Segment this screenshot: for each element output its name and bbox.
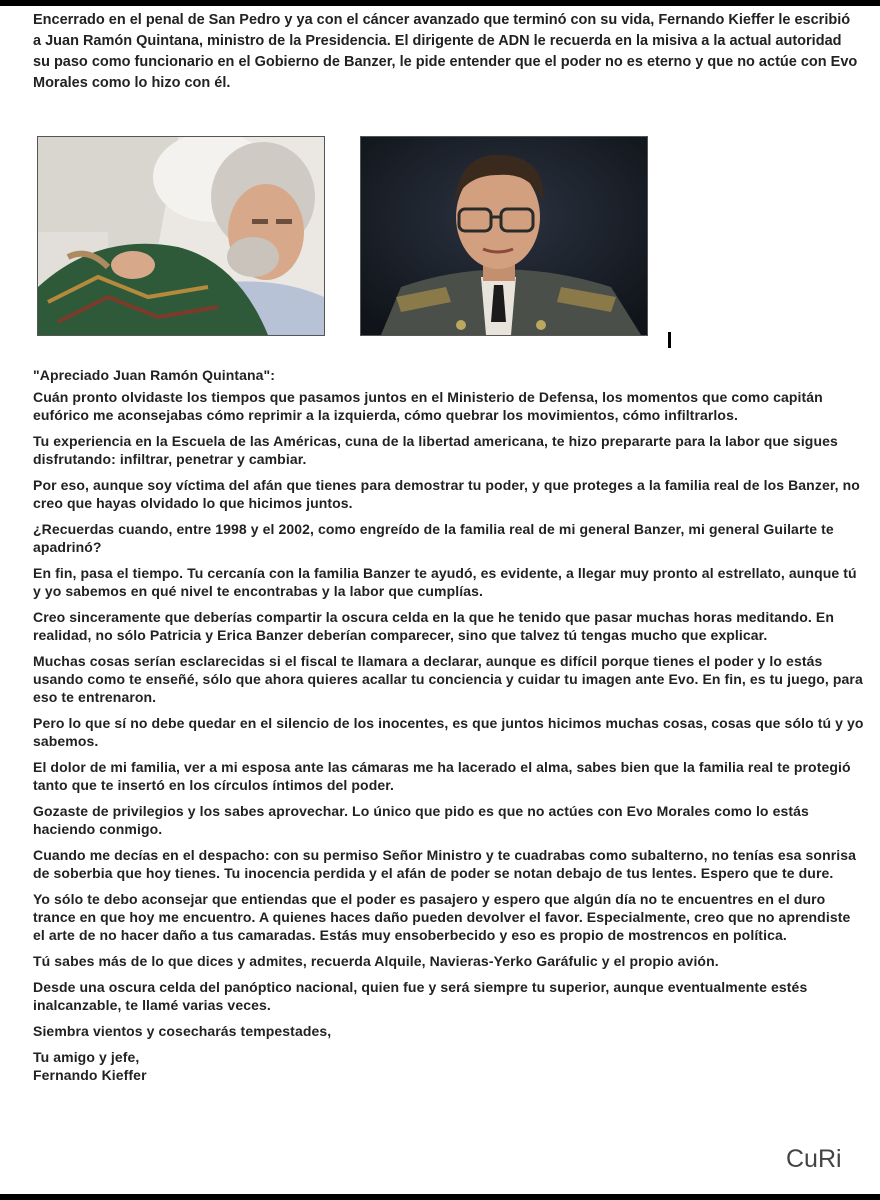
photo-man-in-hospital-bed [37, 136, 325, 336]
letter-paragraph: Tu experiencia en la Escuela de las Américas, cuna de la libertad americana, te hizo prepararte para la labor que sigues disfrutando: infiltrar, penetrar y cambiar. [33, 433, 838, 467]
text-cursor-mark [668, 332, 671, 348]
letter-closing: Siembra vientos y cosecharás tempestades, [33, 1023, 332, 1039]
intro-paragraph: Encerrado en el penal de San Pedro y ya con el cáncer avanzado que terminó con su vida, Fernando Kieffer le escribió a Juan Ramón Quintana, ministro de la Presidencia. El dirigente de ADN le recuerda en la misiva a la actual autoridad su paso como funcionario en el Gobierno de Banzer, le pide entender que el poder no es eterno y que no actúe con Evo Morales como lo hizo con él. [33, 12, 858, 91]
letter-paragraph: Por eso, aunque soy víctima del afán que tienes para demostrar tu poder, y que proteges a la familia real de los Banzer, no creo que hayas olvidado lo que hicimos juntos. [33, 477, 860, 511]
letter-signature: Fernando Kieffer [33, 1067, 147, 1083]
letter-paragraph: Pero lo que sí no debe quedar en el silencio de los inocentes, es que juntos hicimos muchas cosas, cosas que sólo tú y yo sabemos. [33, 715, 864, 749]
letter-paragraph: Tú sabes más de lo que dices y admites, recuerda Alquile, Navieras-Yerko Garáfulic y el propio avión. [33, 953, 719, 969]
letter-paragraph: Yo sólo te debo aconsejar que entiendas que el poder es pasajero y espero que algún día no te encuentres en el duro trance en que hoy me encuentro. A quienes haces daño pueden devolver el favor. Especialmente, creo que no aprendiste el arte de no hacer daño a tus camaradas. Estás muy ensoberbecido y eso es propio de mostrencos en política. [33, 891, 851, 943]
letter-paragraph: ¿Recuerdas cuando, entre 1998 y el 2002, como engreído de la familia real de mi general Banzer, mi general Guilarte te apadrinó? [33, 521, 834, 555]
photo-man-in-military-uniform [360, 136, 648, 336]
hospital-photo-image [38, 137, 324, 335]
letter-paragraph: Cuán pronto olvidaste los tiempos que pasamos juntos en el Ministerio de Defensa, los momentos que como capitán eufórico me aconsejabas cómo reprimir a la izquierda, cómo quebrar los movimientos, cómo infiltrarlos. [33, 389, 823, 423]
letter-paragraph: El dolor de mi familia, ver a mi esposa ante las cámaras me ha lacerado el alma, sabes bien que la familia real te protegió tanto que te insertó en los círculos íntimos del poder. [33, 759, 851, 793]
letter-paragraph: Gozaste de privilegios y los sabes aprovechar. Lo único que pido es que no actúes con Evo Morales como lo estás haciendo conmigo. [33, 803, 809, 837]
letter-paragraph: Muchas cosas serían esclarecidas si el fiscal te llamara a declarar, aunque es difícil porque tienes el poder y lo estás usando como te enseñé, sólo que ahora quieres acallar tu conciencia y cuidar tu imagen ante Evo. En fin, es tu juego, para eso te entrenaron. [33, 653, 863, 705]
letter-paragraph: Creo sinceramente que deberías compartir la oscura celda en la que he tenido que pasar muchas horas meditando. En realidad, no sólo Patricia y Erica Banzer deberían comparecer, sino que talvez tú tengas mucho que explicar. [33, 609, 834, 643]
top-border [0, 0, 880, 6]
letter-paragraph: Cuando me decías en el despacho: con su permiso Señor Ministro y te cuadrabas como subalterno, no tenías esa sonrisa de soberbia que hoy tienes. Tu inocencia perdida y el afán de poder se notan debajo de tus lentes. Espero que te dure. [33, 847, 857, 881]
letter-paragraph: En fin, pasa el tiempo. Tu cercanía con la familia Banzer te ayudó, es evidente, a llegar muy pronto al estrellato, aunque tú y yo sabemos en qué nivel te encontrabas y la labor que cumplías. [33, 565, 857, 599]
letter-signoff: Tu amigo y jefe, [33, 1049, 140, 1065]
watermark: CuRi [786, 1145, 842, 1173]
letter-paragraph: Desde una oscura celda del panóptico nacional, quien fue y será siempre tu superior, aunque eventualmente estés inalcanzable, te llamé varias veces. [33, 979, 808, 1013]
letter-body [33, 366, 865, 1084]
letter-greeting: "Apreciado Juan Ramón Quintana": [33, 367, 276, 383]
military-photo-image [361, 137, 647, 335]
bottom-border [0, 1194, 880, 1200]
